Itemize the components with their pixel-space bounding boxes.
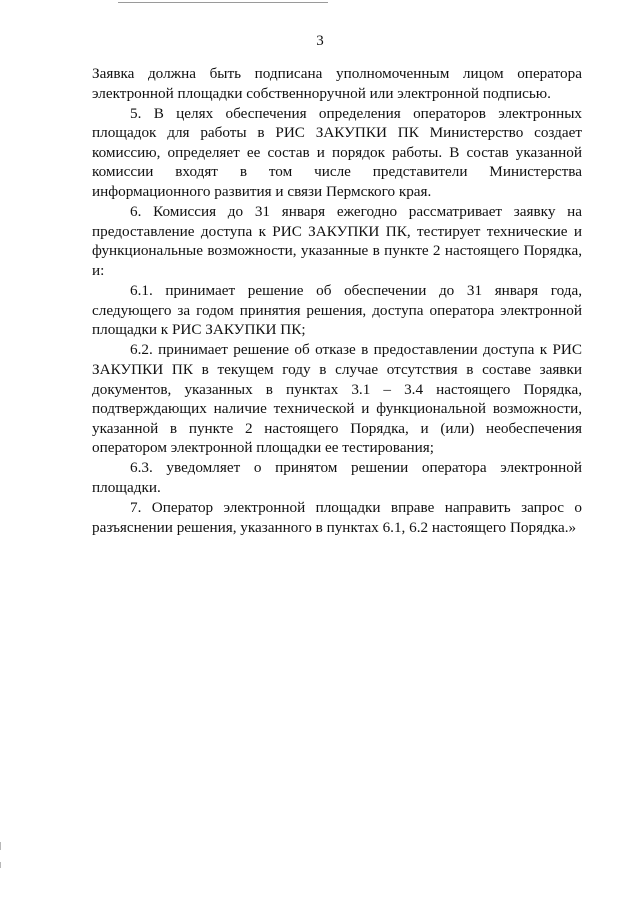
page-number: 3 — [316, 33, 324, 49]
paragraph-item-6-2: 6.2. принимает решение об отказе в предоставлении доступа к РИС ЗАКУПКИ ПК в текущем году в случае отсутствия в составе заявки документов, указанных в пунктах 3.1 – 3.4 настоящего Порядка, подтверждающих наличие технической и функциональной возможности, указанной в пункте 2 настоящего Порядка, и (или) необеспечения оператором электронной площадки ее тестирования; — [92, 341, 582, 457]
body-text — [92, 64, 582, 537]
paragraph-item-6: 6. Комиссия до 31 января ежегодно рассматривает заявку на предоставление доступа к РИС ЗАКУПКИ ПК, тестирует технические и функциональные возможности, указанные в пункте 2 настоящего Порядка, и: — [92, 203, 582, 279]
paragraph-item-7: 7. Оператор электронной площадки вправе направить запрос о разъяснении решения, указанного в пунктах 6.1, 6.2 настоящего Порядка.» — [92, 499, 582, 536]
paragraph-item-6-3: 6.3. уведомляет о принятом решении оператора электронной площадки. — [92, 459, 582, 496]
paragraph-item-6-1: 6.1. принимает решение об обеспечении до 31 января года, следующего за годом принятия решения, доступа оператора электронной площадки к РИС ЗАКУПКИ ПК; — [92, 282, 582, 339]
scan-edge-mark — [0, 862, 4, 868]
scan-edge-mark — [0, 842, 4, 850]
paragraph-continuation: Заявка должна быть подписана уполномоченным лицом оператора электронной площадки собственноручной или электронной подписью. — [92, 65, 582, 102]
paragraph-item-5: 5. В целях обеспечения определения операторов электронных площадок для работы в РИС ЗАКУПКИ ПК Министерство создает комиссию, определяет ее состав и порядок работы. В состав указанной комиссии входят в том числе представители Министерства информационного развития и связи Пермского края. — [92, 104, 582, 201]
top-scan-rule — [118, 2, 328, 3]
